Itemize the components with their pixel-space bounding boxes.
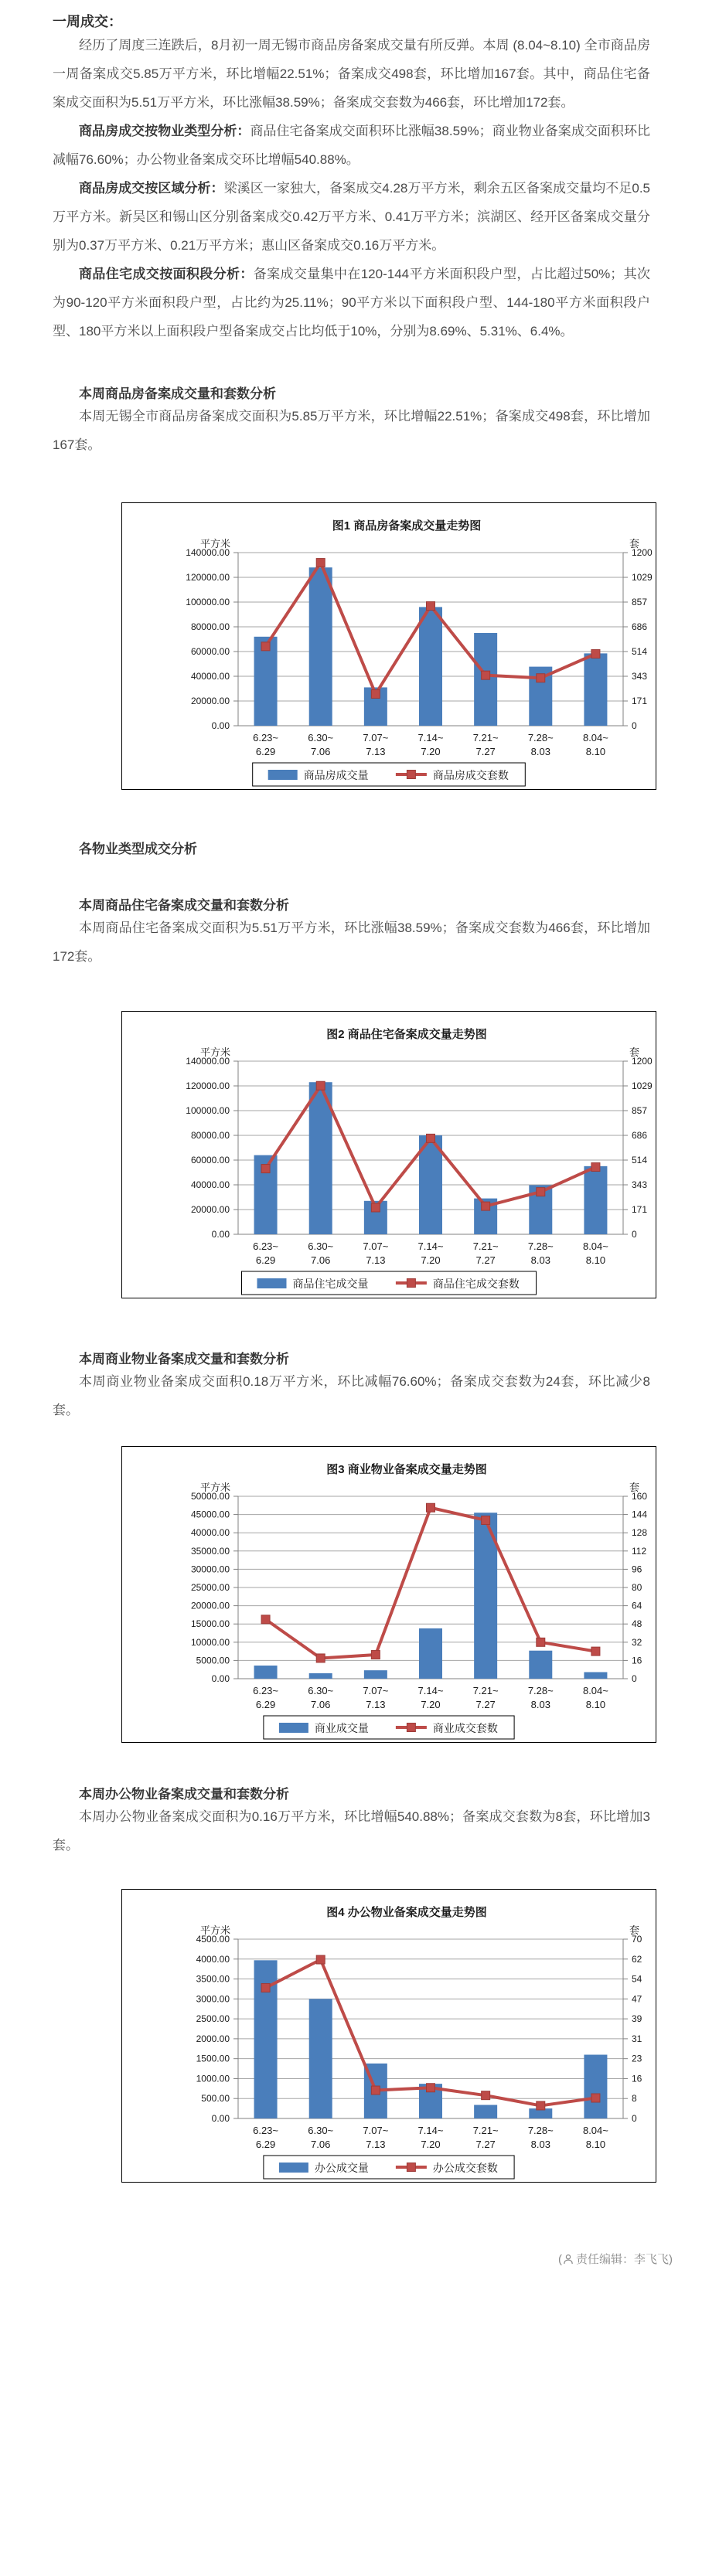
svg-text:140000.00: 140000.00 [186,1056,230,1067]
line-marker [427,602,435,611]
svg-text:35000.00: 35000.00 [190,1545,230,1557]
svg-text:8.04~: 8.04~ [582,2125,608,2136]
svg-text:171: 171 [632,1204,648,1215]
svg-text:8.10: 8.10 [585,1699,606,1710]
combo-chart-canvas [122,1447,656,1742]
svg-text:20000.00: 20000.00 [190,696,230,706]
svg-text:6.23~: 6.23~ [253,1240,279,1252]
svg-text:7.27: 7.27 [475,1699,496,1710]
legend [264,1716,514,1739]
svg-text:6.23~: 6.23~ [253,2125,279,2136]
svg-text:80: 80 [632,1582,642,1593]
svg-text:16: 16 [632,2073,642,2084]
heading-commercial-property-analysis: 本周商业物业备案成交量和套数分析 [79,1352,289,1366]
line-marker [427,2084,435,2092]
editor-person-icon [563,2254,574,2265]
svg-text:0.00: 0.00 [211,1673,230,1684]
svg-text:8.04~: 8.04~ [582,732,608,744]
line-marker [427,1503,435,1512]
svg-text:120000.00: 120000.00 [186,572,230,583]
svg-text:100000.00: 100000.00 [186,597,230,607]
svg-text:8.04~: 8.04~ [582,1685,608,1696]
svg-text:60000.00: 60000.00 [190,646,230,657]
chart-title: 图2 商品住宅备案成交量走势图 [326,1028,487,1041]
bar [309,1673,332,1679]
svg-text:7.13: 7.13 [366,746,386,757]
svg-text:20000.00: 20000.00 [190,1600,230,1611]
svg-text:80000.00: 80000.00 [190,621,230,632]
svg-text:2500.00: 2500.00 [196,2013,230,2025]
line-marker [371,2086,380,2094]
legend [253,763,526,786]
svg-text:40000.00: 40000.00 [190,1527,230,1539]
left-axis-unit-label: 平方米 [199,1046,230,1058]
svg-text:1000.00: 1000.00 [196,2073,230,2084]
svg-text:6.30~: 6.30~ [308,1240,334,1252]
svg-text:7.13: 7.13 [366,1699,386,1710]
svg-text:8.03: 8.03 [530,1699,550,1710]
svg-text:1200: 1200 [632,1056,653,1067]
line-marker [591,1647,600,1656]
bar [254,1666,278,1679]
svg-text:1500.00: 1500.00 [196,2053,230,2064]
paragraph-office-summary: 本周办公物业备案成交面积为0.16万平方米，环比增幅540.88%；备案成交套数为8套，环比增加3套。 [53,1809,650,1853]
svg-text:7.28~: 7.28~ [527,1240,554,1252]
svg-text:7.21~: 7.21~ [472,2125,499,2136]
bar-series [254,567,608,726]
svg-text:48: 48 [632,1618,642,1630]
legend-bar-swatch [279,1723,308,1733]
svg-text:514: 514 [632,646,648,657]
right-axis-unit-label: 套 [629,1924,640,1936]
chart-figure-1 [121,502,656,790]
svg-text:7.07~: 7.07~ [363,732,389,744]
line-marker [316,1081,325,1090]
svg-text:7.21~: 7.21~ [472,732,499,744]
svg-text:857: 857 [632,597,648,607]
line-marker [591,1163,600,1172]
paragraph-residential-summary: 本周商品住宅备案成交面积为5.51万平方米，环比涨幅38.59%；备案成交套数为466套，环比增加172套。 [53,920,650,964]
x-axis-category-labels [253,1685,608,1710]
svg-text:7.06: 7.06 [311,2139,331,2150]
line-marker [316,1955,325,1964]
svg-text:0: 0 [632,1673,637,1684]
svg-text:45000.00: 45000.00 [190,1509,230,1520]
svg-text:2000.00: 2000.00 [196,2033,230,2044]
svg-text:7.28~: 7.28~ [527,1685,554,1696]
svg-text:6.23~: 6.23~ [253,1685,279,1696]
svg-text:7.20: 7.20 [421,746,441,757]
svg-text:112: 112 [632,1545,647,1557]
svg-text:8.10: 8.10 [585,2139,606,2150]
line-marker [482,1202,490,1210]
combo-chart-canvas [122,1012,656,1298]
right-axis-unit-label: 套 [629,538,640,550]
svg-text:6.29: 6.29 [255,1699,276,1710]
legend-bar-label: 商品住宅成交量 [292,1278,369,1290]
svg-text:7.07~: 7.07~ [363,1240,389,1252]
paragraph-by-area-segment-lead: 商品住宅成交按面积段分析： [79,267,254,281]
legend-bar-label: 办公成交量 [314,2162,369,2174]
svg-text:160: 160 [632,1491,648,1502]
legend-bar-swatch [257,1278,287,1288]
svg-text:8.03: 8.03 [530,2139,550,2150]
line-marker [261,1983,270,1992]
left-axis-unit-label: 平方米 [199,1924,230,1936]
editor-credit-open: ( [557,2253,562,2266]
svg-text:7.28~: 7.28~ [527,2125,554,2136]
line-marker [591,2094,600,2102]
line-marker [261,642,270,651]
line-marker [371,1203,380,1212]
svg-text:343: 343 [632,1179,648,1190]
svg-text:7.14~: 7.14~ [417,1240,444,1252]
svg-text:25000.00: 25000.00 [190,1582,230,1593]
paragraph-by-region [53,174,650,260]
legend-line-marker [407,2163,415,2172]
svg-text:1029: 1029 [632,572,653,583]
svg-text:40000.00: 40000.00 [190,671,230,682]
bar-series [254,1513,608,1679]
legend-line-label: 办公成交套数 [432,2162,498,2174]
svg-text:50000.00: 50000.00 [190,1491,230,1502]
x-axis-category-labels [253,2125,608,2150]
line-marker [316,1654,325,1662]
svg-text:686: 686 [632,1130,648,1141]
svg-text:7.06: 7.06 [311,746,331,757]
svg-text:39: 39 [632,2013,642,2025]
svg-text:7.28~: 7.28~ [527,732,554,744]
legend-bar-label: 商品房成交量 [303,769,369,781]
editor-credit-close: ) [669,2253,673,2266]
bar [584,1673,607,1679]
line-marker [537,1638,545,1646]
legend-line-marker [407,1724,415,1732]
heading-commercial-housing-analysis: 本周商品房备案成交量和套数分析 [79,386,276,401]
svg-text:1200: 1200 [632,547,653,558]
svg-text:16: 16 [632,1655,642,1666]
legend-line-label: 商业成交套数 [432,1722,498,1734]
legend-bar-label: 商业成交量 [314,1722,369,1734]
svg-text:140000.00: 140000.00 [186,547,230,558]
svg-text:144: 144 [632,1509,648,1520]
line-marker [371,689,380,698]
paragraph-by-area-segment [53,260,650,345]
paragraph-by-area-segment-text: 备案成交量集中在120-144平方米面积段户型，占比超过50%；其次为90-120平方米面积段户型，占比约为25.11%；90平方米以下面积段户型、144-180平方米面积段户型、180平方米以上面积段户型备案成交占比均低于10%，分别为8.69%、5.31%、6.4%。 [53,267,651,339]
line-marker [427,1134,435,1142]
line-marker [537,674,545,682]
bar [474,2105,497,2118]
paragraph-by-property-type [53,117,650,174]
svg-text:4000.00: 4000.00 [196,1953,230,1965]
bar [584,2055,607,2118]
bar [309,567,332,726]
legend-bar-swatch [279,2163,308,2173]
line-marker [316,559,325,567]
bar [584,653,607,726]
legend [264,2156,514,2179]
svg-text:32: 32 [632,1636,642,1648]
line-marker [482,2091,490,2100]
svg-text:514: 514 [632,1155,648,1165]
combo-chart-canvas [122,503,656,789]
svg-text:7.14~: 7.14~ [417,1685,444,1696]
bar [584,1166,607,1234]
bar [419,1628,442,1679]
chart-title: 图3 商业物业备案成交量走势图 [326,1463,487,1476]
svg-text:7.27: 7.27 [475,746,496,757]
paragraph-fig1-summary: 本周无锡全市商品房备案成交面积为5.85万平方米，环比增幅22.51%；备案成交498套，环比增加167套。 [53,409,650,452]
svg-text:7.06: 7.06 [311,1699,331,1710]
svg-text:0: 0 [632,2113,637,2124]
svg-text:47: 47 [632,1993,642,2005]
svg-text:5000.00: 5000.00 [196,1655,230,1666]
svg-text:8.03: 8.03 [530,1254,550,1266]
line-marker [537,2101,545,2110]
legend-bar-swatch [268,770,298,780]
bar [419,607,442,726]
bar [364,1670,387,1679]
svg-text:1029: 1029 [632,1080,653,1091]
left-axis-unit-label: 平方米 [199,538,230,550]
svg-text:7.21~: 7.21~ [472,1685,499,1696]
svg-text:8.04~: 8.04~ [582,1240,608,1252]
combo-chart-canvas [122,1890,656,2182]
legend-line-marker [407,1279,415,1288]
svg-text:64: 64 [632,1600,642,1611]
svg-text:7.07~: 7.07~ [363,1685,389,1696]
bar [529,1651,552,1679]
line-marker [482,1516,490,1524]
editor-credit [0,2251,702,2267]
svg-text:7.13: 7.13 [366,2139,386,2150]
svg-text:23: 23 [632,2053,642,2064]
svg-text:3000.00: 3000.00 [196,1993,230,2005]
svg-text:343: 343 [632,671,648,682]
svg-text:500.00: 500.00 [201,2093,230,2105]
svg-text:0.00: 0.00 [211,2113,230,2124]
bar-series [254,1960,608,2118]
editor-credit-label: 责任编辑：李飞飞 [575,2253,669,2266]
svg-text:128: 128 [632,1527,648,1539]
svg-text:62: 62 [632,1953,642,1965]
svg-text:7.20: 7.20 [421,2139,441,2150]
svg-text:120000.00: 120000.00 [186,1080,230,1091]
svg-text:6.30~: 6.30~ [308,2125,334,2136]
paragraph-commercial-summary: 本周商业物业备案成交面积0.18万平方米，环比减幅76.60%；备案成交套数为24套，环比减少8套。 [53,1374,650,1417]
svg-text:8.10: 8.10 [585,746,606,757]
svg-text:6.29: 6.29 [255,1254,276,1266]
x-axis-category-labels [253,1240,608,1266]
line-marker [591,650,600,658]
legend [242,1271,537,1295]
svg-text:31: 31 [632,2033,642,2044]
svg-text:171: 171 [632,696,648,706]
heading-property-types-analysis: 各物业类型成交分析 [79,842,197,856]
paragraph-by-property-type-lead: 商品房成交按物业类型分析： [79,124,250,138]
right-axis-unit-label: 套 [629,1482,640,1493]
heading-residential-analysis: 本周商品住宅备案成交量和套数分析 [79,898,289,913]
svg-text:4500.00: 4500.00 [196,1934,230,1945]
heading-office-property-analysis: 本周办公物业备案成交量和套数分析 [79,1787,289,1802]
svg-text:3500.00: 3500.00 [196,1973,230,1985]
svg-text:7.27: 7.27 [475,1254,496,1266]
legend-line-label: 商品房成交套数 [432,769,509,781]
chart-title: 图4 办公物业备案成交量走势图 [326,1906,487,1919]
svg-text:10000.00: 10000.00 [190,1636,230,1648]
x-axis-category-labels [253,732,608,757]
svg-text:7.14~: 7.14~ [417,2125,444,2136]
svg-text:0.00: 0.00 [211,720,230,731]
svg-text:7.13: 7.13 [366,1254,386,1266]
svg-text:40000.00: 40000.00 [190,1179,230,1190]
svg-text:0.00: 0.00 [211,1229,230,1240]
paragraph-week-summary-text: 经历了周度三连跌后，8月初一周无锡市商品房备案成交量有所反弹。本周 (8.04~8.10) 全市商品房一周备案成交5.85万平方米，环比增幅22.51%；备案成交498套，环比增加167套。其中，商品住宅备案成交面积为5.51万平方米，环比涨幅38.59%；备案成交套数为466套，环比增加172套。 [53,38,650,110]
line-marker [261,1165,270,1173]
chart-figure-4 [121,1889,656,2183]
svg-text:20000.00: 20000.00 [190,1204,230,1215]
svg-text:6.30~: 6.30~ [308,1685,334,1696]
svg-text:100000.00: 100000.00 [186,1105,230,1116]
svg-text:8: 8 [632,2093,637,2105]
svg-text:7.20: 7.20 [421,1254,441,1266]
paragraph-by-region-text: 梁溪区一家独大，备案成交4.28万平方米，剩余五区备案成交量均不足0.5万平方米。新吴区和锡山区分别备案成交0.42万平方米、0.41万平方米；滨湖区、经开区备案成交量分别为0.37万平方米、0.21万平方米；惠山区备案成交0.16万平方米。 [53,181,651,253]
svg-text:0: 0 [632,720,637,731]
svg-text:7.14~: 7.14~ [417,732,444,744]
svg-text:686: 686 [632,621,648,632]
svg-text:70: 70 [632,1934,642,1945]
right-axis-unit-label: 套 [629,1046,640,1058]
svg-text:6.29: 6.29 [255,746,276,757]
paragraph-week-summary [53,31,650,117]
left-axis-unit-label: 平方米 [199,1482,230,1493]
report-body [0,11,702,2183]
legend-line-label: 商品住宅成交套数 [432,1278,520,1290]
svg-text:6.29: 6.29 [255,2139,276,2150]
svg-text:30000.00: 30000.00 [190,1564,230,1575]
paragraph-by-region-lead: 商品房成交按区域分析： [79,181,224,196]
chart-figure-3 [121,1446,656,1743]
paragraph-by-property-type-text: 商品住宅备案成交面积环比涨幅38.59%；商业物业备案成交面积环比减幅76.60%；办公物业备案成交环比增幅540.88%。 [53,124,651,167]
line-marker [482,671,490,679]
svg-text:8.10: 8.10 [585,1254,606,1266]
page-title: 一周成交： [53,14,122,29]
svg-text:96: 96 [632,1564,642,1575]
line-marker [371,1651,380,1659]
bar [309,1999,332,2118]
svg-text:0: 0 [632,1229,637,1240]
svg-text:80000.00: 80000.00 [190,1130,230,1141]
chart-figure-2 [121,1011,656,1298]
svg-text:60000.00: 60000.00 [190,1155,230,1165]
svg-text:6.23~: 6.23~ [253,732,279,744]
svg-text:7.06: 7.06 [311,1254,331,1266]
line-marker [261,1615,270,1624]
svg-text:15000.00: 15000.00 [190,1618,230,1630]
svg-text:7.20: 7.20 [421,1699,441,1710]
svg-text:857: 857 [632,1105,648,1116]
svg-text:54: 54 [632,1973,642,1985]
svg-text:7.07~: 7.07~ [363,2125,389,2136]
svg-text:7.21~: 7.21~ [472,1240,499,1252]
chart-title: 图1 商品房备案成交量走势图 [332,519,482,533]
svg-text:7.27: 7.27 [475,2139,496,2150]
svg-text:8.03: 8.03 [530,746,550,757]
svg-text:6.30~: 6.30~ [308,732,334,744]
legend-line-marker [407,771,415,779]
line-marker [537,1188,545,1196]
